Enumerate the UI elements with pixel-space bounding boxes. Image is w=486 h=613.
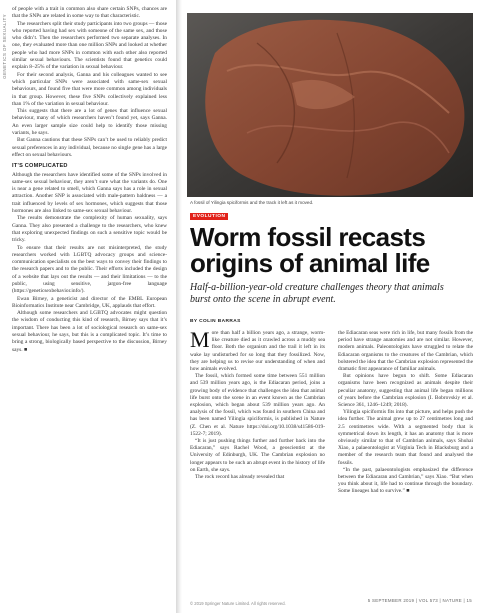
left-paragraph: Although the researchers have identified some of the SNPs involved in same-sex sexual behaviour, they aren’t sure what the variants do. One is near a gene related to smell, which Ganna says has a role in sexual attraction. Another SNP is associated with male-pattern baldness — a trait influenced by levels of sex hormones, which suggests that those hormones are also linked to same-sex sexual behaviour. [12,171,167,215]
article-column-1 [190,327,325,481]
left-paragraph: For their second analysis, Ganna and his colleagues wanted to see which particular SNPs were associated with same-sex sexual behaviours, and found five that were more common among individuals in that group. However, these five SNPs collectively explained less than 1% of the variation in sexual behaviour. [12,71,167,107]
left-paragraph: Although some researchers and LGBTQ advocates might question the wisdom of conducting this kind of research, Birney says that it’s important. There has been a lot of sociological research on same-sex sexual behaviour, he says, but this is a complicated topic. It’s time to bring a strong, biologically based perspective to the discussion, Birney says. ■ [12,310,167,353]
article-paragraph: the Ediacaran seas were rich in life, but many fossils from the period have strange anatomies and are not similar. However, modern animals. Paleontologists have struggled to relate the Ediacaran organisms to the creatures of the Cambrian, which bolstered the idea that the Cambrian explosion represented the dramatic first appearance of familiar animals. [338,330,473,373]
article-paragraph-text: ore than half a billion years ago, a strange, worm-like creature died as it crawled across a muddy sea floor. Both the organism and the trail it left in its wake lay undisturbed for so long that they fossilized. Now, they are helping us to revise our understanding of when and how animals evolved. [190,330,325,373]
left-page-column [12,6,167,354]
section-tag: EVOLUTION [190,213,228,220]
article-paragraph [190,327,325,373]
left-paragraph: This suggests that there are a lot of genes that influence sexual behaviour, many of which researchers haven’t found yet, says Ganna. An even larger sample size could help to identify those missing variants, he says. [12,108,167,137]
left-paragraph: of people with a trait in common also share certain SNPs, chances are that the SNPs are related in some way to that characteristic. [12,6,167,20]
drop-cap: M [190,327,210,352]
left-paragraph: The researchers split their study participants into two groups — those who reported having had sex with someone of the same sex, and those who didn’t. Then the researchers performed two separate analyses. In one, they evaluated more than one million SNPs and looked at whether people who had more SNPs in common with each other also reported similar sexual behaviours. The scientists found that genetics could explain 8–25% of the variation in sexual behaviour. [12,20,168,71]
left-paragraph: To ensure that their results are not misinterpreted, the study researchers worked with LGBTQ advocacy groups and science-communication specialists on the best ways to convey their findings to the research papers and to the public. Their efforts included the design of a website that lays out the results — and their limitations — to the public, using sensitive, jargon-free language (https://geneticsexbehavior.info/). [12,244,167,295]
page-gutter [176,0,182,613]
article-headline: Worm fossil recasts origins of animal life [190,222,430,278]
fossil-image [187,13,473,197]
left-subhead: IT’S COMPLICATED [12,163,68,170]
article-paragraph: “It is just pushing things further and further back into the Ediacaran,” says Rachel Wood, a geoscientist at the University of Edinburgh, UK. The Cambrian explosion no longer appears to be such an abrupt event in the history of life on Earth, she says. [190,438,325,473]
article-paragraph: “In the past, palaeontologists emphasized the difference between the Ediacaran and Cambrian,” says Xiao. “But when you think about it, life had to continue through the boundary. Some lineages had to survive.” ■ [338,466,473,495]
left-paragraph: But Ganna cautions that these SNPs can’t be used to reliably predict sexual preferences in any individual, because no single gene has a large effect on sexual behaviours. [12,137,167,158]
article-byline: BY COLIN BARRAS [190,319,241,324]
fossil-photo [187,13,473,197]
article-paragraph: Yilingia spiciformis fits into that picture, and helps push the idea further. The animal grew up to 27 centimetres long and 2.5 centimetres wide. With a segmented body that is symmetrical down its length, it has an anatomy that is more obviously similar to that of Cambrian animals, says Shuhai Xiao, a palaeontologist at Virginia Tech in Blacksburg and a member of the research team that found and analysed the fossils. [338,409,473,466]
article-standfirst: Half-a-billion-year-old creature challenges theory that animals burst onto the scene in abrupt event. [190,282,444,305]
article-paragraph: The rock record has already revealed that [195,474,285,481]
left-paragraph: The results demonstrate the complexity of human sexuality, says Ganna. They also presented a challenge to the researchers, who knew that exploring unexpected findings on such a sensitive topic would be tricky. [12,215,167,244]
photo-caption: A fossil of Yilingia spiciformis and the track it left as it moved. [190,200,314,205]
article-column-2 [338,330,473,496]
article-paragraph: But opinions have begun to shift. Some Ediacaran organisms have been recognized as animals despite their peculiar anatomy, suggesting that animal life began millions of years before the Cambrian explosion (I. Bobrovskiy et al. Science 361, 1246–1249; 2018). [338,373,473,409]
side-label: GENETICS OF SEXUALITY [2,14,7,79]
article-paragraph: The fossil, which formed some time between 551 million and 539 million years ago, is the Ediacaran period, joins a growing body of evidence that challenges the idea that animal life burst onto the scene in an event known as the Cambrian explosion, which began about 539 million years ago. An analysis of the fossil, which was found in southern China and has been named Yilingia spiciformis, is published in Nature (Z. Chen et al. Nature https://doi.org/10.1038/s41586-019-1522-7; 2019). [190,373,325,437]
copyright-notice: © 2019 Springer Nature Limited. All rights reserved. [190,601,286,606]
left-paragraph: Ewan Birney, a geneticist and director of the EMBL European Bioinformatics Institute near Cambridge, UK, applauds that effort. [12,295,167,309]
issue-info: 5 SEPTEMBER 2019 | VOL 573 | NATURE | 15 [367,598,472,603]
